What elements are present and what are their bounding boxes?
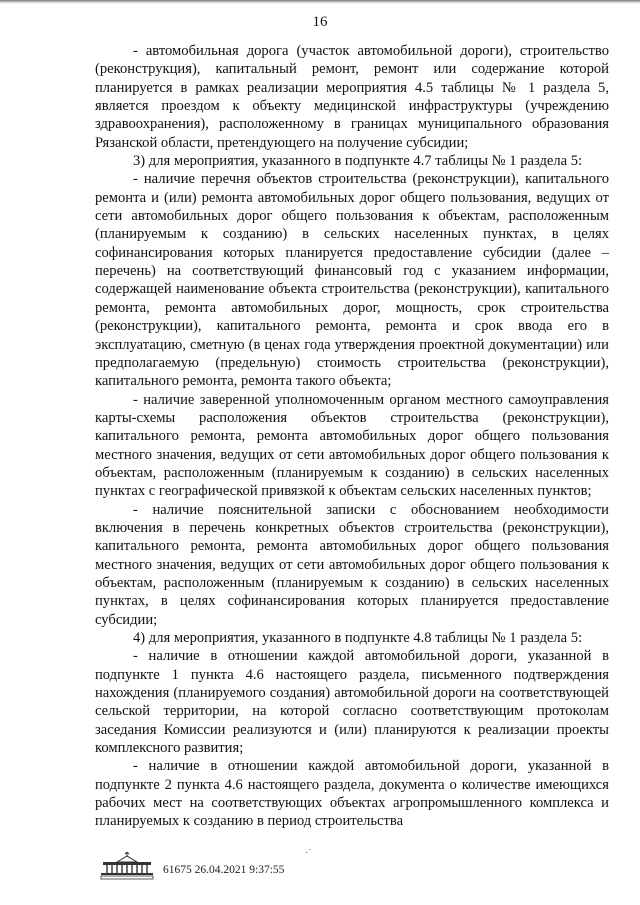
registration-stamp xyxy=(95,850,395,890)
paragraph-item-4-heading: 4) для мероприятия, указанного в подпункте 4.8 таблицы № 1 раздела 5: xyxy=(133,630,583,646)
page-number: 16 xyxy=(312,14,328,30)
paragraph-road-medical: - автомобильная дорога (участок автомобильной дороги), строительство (реконструкция), капитальный ремонт, ремонт или содержание которой планируется в рамках реализации мероприятия 4.5 таблицы № 1 раздела 5, является проездом к объекту медицинской инфраструктуры (учреждению здравоохранения), расположенному в границах муниципального образования Рязанской области, претендующего на получение субсидии; xyxy=(95,43,609,151)
paragraph-rural-territory: - наличие в отношении каждой автомобильной дороги, указанной в подпункте 1 пункта 4.6 настоящего раздела, письменного подтверждения нахождения (планируемого создания) автомобильной дороги на соответствующей сельской территории, на которой согласно соответствующим протоколам заседания Комиссии реализуются и (или) планируются к реализации проекты комплексного развития; xyxy=(95,648,609,757)
paragraph-explanatory-note: - наличие пояснительной записки с обоснованием необходимости включения в перечень конкретных объектов строительства (реконструкции), капитального ремонта, ремонта автомобильных дорог общего пользования местного значения, ведущих от сети автомобильных дорог общего пользования к объектам, расположенным (планируемым к созданию) в сельских населенных пунктах, в целях софинансирования которых планируется предоставление субсидии; xyxy=(95,501,609,628)
paragraph-item-3-heading: 3) для мероприятия, указанного в подпункте 4.7 таблицы № 1 раздела 5: xyxy=(133,153,583,170)
paragraph-map-scheme: - наличие заверенной уполномоченным органом местного самоуправления карты-схемы расположения объектов строительства (реконструкции), капитального ремонта, ремонта автомобильных дорог общего пользования местного значения, ведущих от сети автомобильных дорог общего пользования к объектам, расположенным (планируемым к созданию) в сельских населенных пунктах с географической привязкой к объектам сельских населенных пунктов; xyxy=(95,391,609,500)
paragraph-workplaces: - наличие в отношении каждой автомобильной дороги, указанной в подпункте 2 пункта 4.6 настоящего раздела, документа о количестве имеющихся рабочих мест на соответствующих объектах агропромышленного комплекса и планируемых к созданию в период строительства xyxy=(95,758,609,830)
paragraph-object-list: - наличие перечня объектов строительства (реконструкции), капитального ремонта и (или) ремонта автомобильных дорог общего пользования, ведущих от сети автомобильных дорог общего пользования к объектам, расположенным (планируемым к созданию) в сельских населенных пунктах, в целях софинансирования которых планируется предоставление субсидии (далее – перечень) на соответствующий финансовый год с указанием информации, содержащей наименование объекта строительства (реконструкции), капитального ремонта, ремонта автомобильных дорог, мощность, срок строительства (реконструкции), капитального ремонта, ремонта и срок ввода его в эксплуатацию, сметную (в ценах года утверждения проектной документации) или предполагаемую (предельную) стоимость строительства (реконструкции), капитального ремонта, ремонта такого объекта; xyxy=(95,171,609,390)
scan-mark: ·˙ xyxy=(305,848,312,859)
registry-number: 61675 26.04.2021 9:37:55 xyxy=(163,864,285,876)
government-building-icon xyxy=(99,852,155,880)
document-body xyxy=(95,42,609,831)
scan-top-edge xyxy=(0,0,640,4)
